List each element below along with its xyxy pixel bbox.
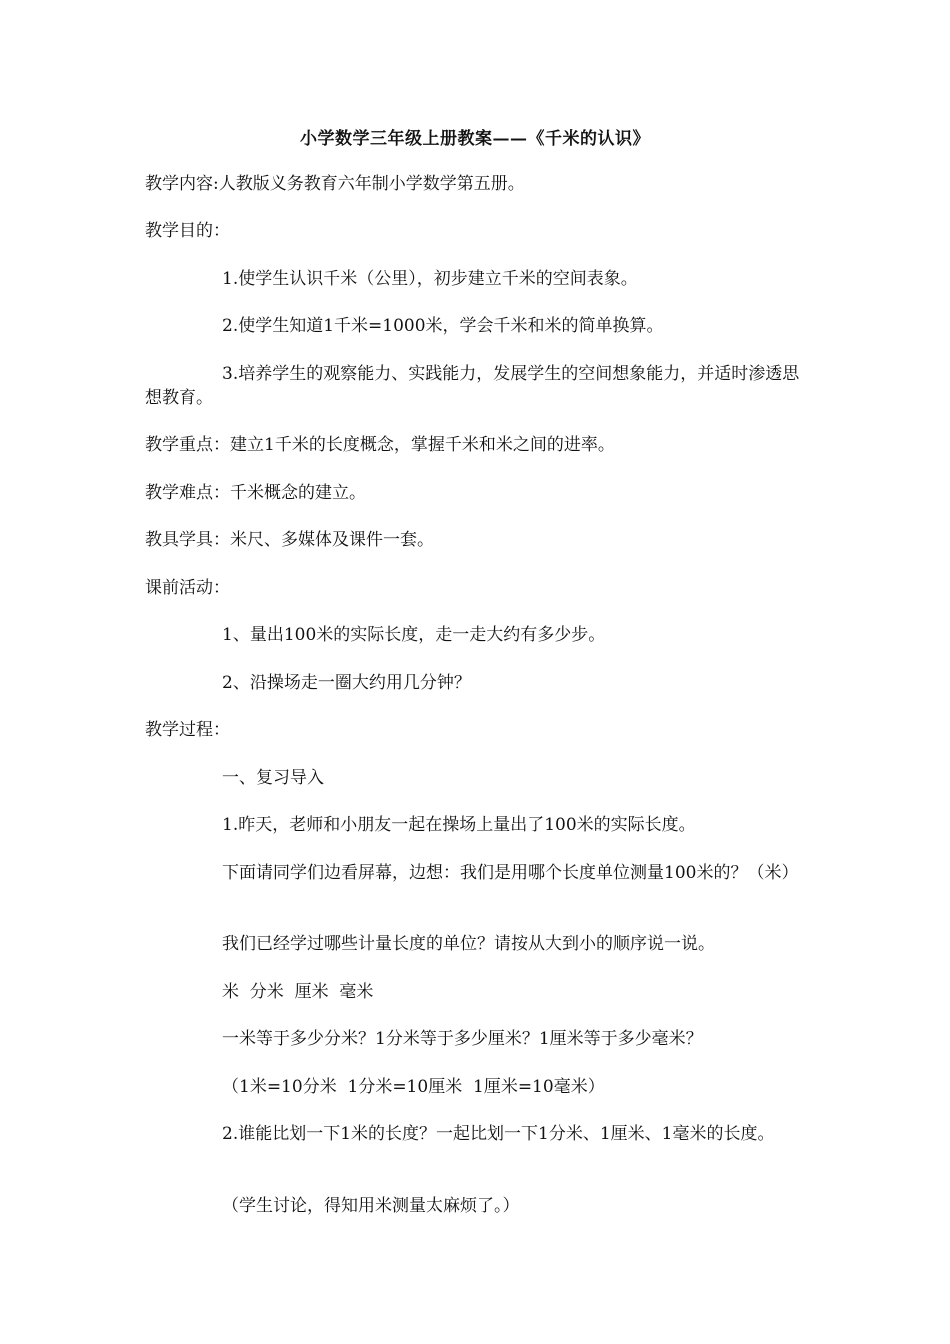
pre-activity-2: 2、沿操场走一圈大约用几分钟？: [222, 673, 471, 693]
goal-item-1: 1.使学生认识千米（公里），初步建立千米的空间表象。: [222, 269, 638, 289]
pre-activity-heading: 课前活动：: [145, 578, 230, 598]
length-units: 米 分米 厘米 毫米: [222, 982, 374, 1002]
conversion-question: 一米等于多少分米？1分米等于多少厘米？1厘米等于多少毫米？: [222, 1029, 703, 1049]
step-2: 2.谁能比划一下1米的长度？一起比划一下1分米、1厘米、1毫米的长度。: [222, 1124, 775, 1144]
pre-activity-1: 1、量出100米的实际长度，走一走大约有多少步。: [222, 625, 606, 645]
document-title: 小学数学三年级上册教案——《千米的认识》: [300, 129, 650, 149]
conversion-answer: （1米=10分米 1分米=10厘米 1厘米=10毫米）: [222, 1077, 605, 1097]
step-1: 1.昨天，老师和小朋友一起在操场上量出了100米的实际长度。: [222, 815, 696, 835]
difficulty: 教学难点：千米概念的建立。: [145, 483, 366, 503]
goal-item-3: 3.培养学生的观察能力、实践能力，发展学生的空间想象能力，并适时渗透思想教育。: [145, 364, 800, 408]
key-point: 教学重点：建立1千米的长度概念，掌握千米和米之间的进率。: [145, 435, 615, 455]
student-discussion: （学生讨论，得知用米测量太麻烦了。）: [222, 1196, 520, 1216]
goal-item-2: 2.使学生知道1千米=1000米，学会千米和米的简单换算。: [222, 316, 664, 336]
section-review: 一、复习导入: [222, 768, 324, 788]
step-1-question: 下面请同学们边看屏幕，边想：我们是用哪个长度单位测量100米的？（米）: [222, 863, 799, 883]
teaching-content: 教学内容:人教版义务教育六年制小学数学第五册。: [145, 174, 525, 194]
process-heading: 教学过程：: [145, 720, 230, 740]
step-1-units-question: 我们已经学过哪些计量长度的单位？请按从大到小的顺序说一说。: [222, 934, 715, 954]
teaching-tools: 教具学具：米尺、多媒体及课件一套。: [145, 530, 434, 550]
goal-heading: 教学目的：: [145, 221, 230, 241]
